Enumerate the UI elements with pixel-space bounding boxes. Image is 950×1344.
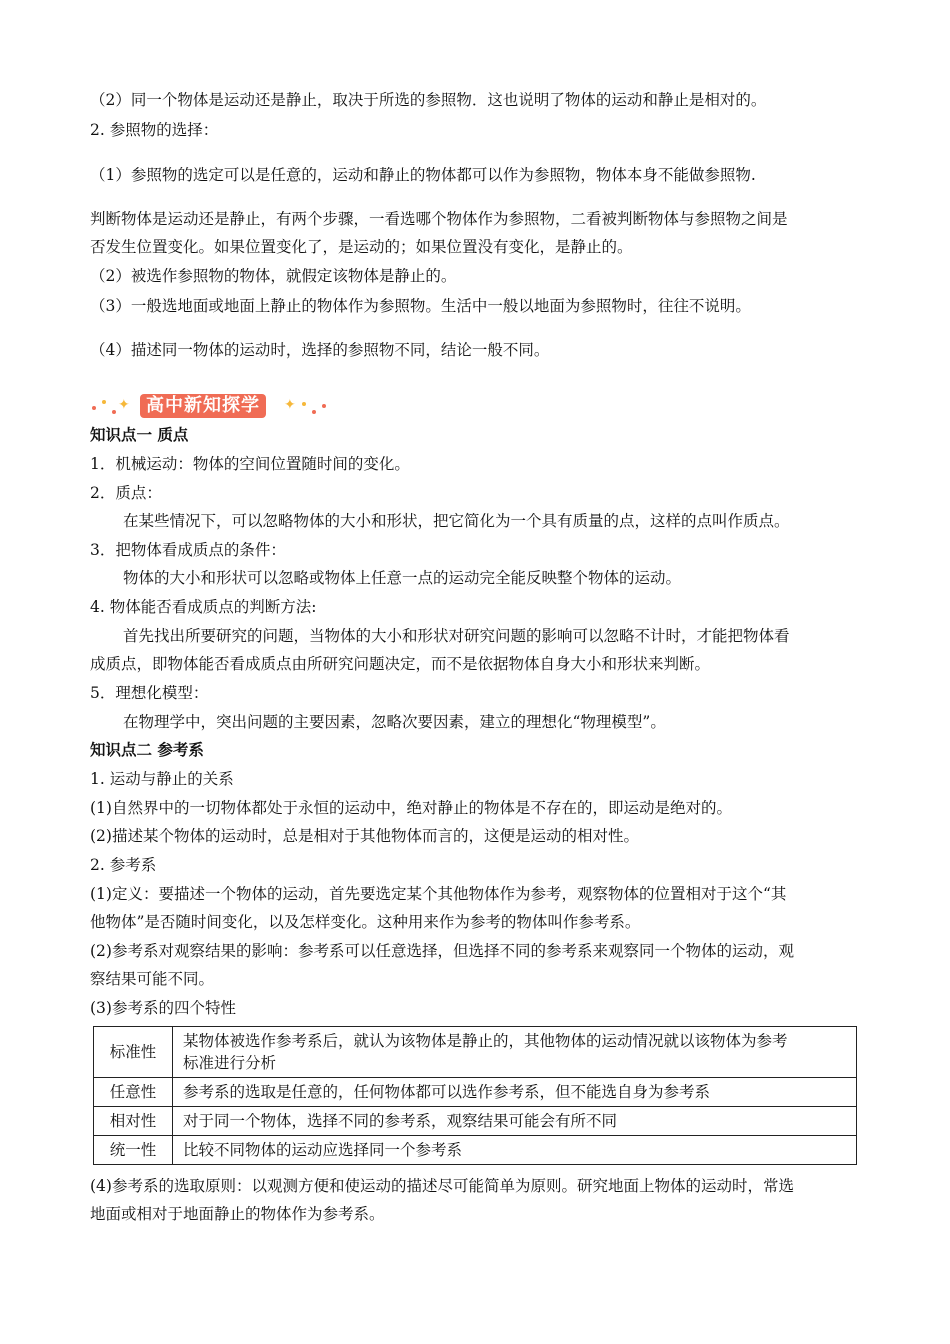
text-line: 4. 物体能否看成质点的判断方法: — [90, 598, 317, 616]
text-line: 5．理想化模型： — [90, 684, 209, 702]
section-heading: 知识点二 参考系 — [90, 741, 204, 759]
star-icon: ✦ — [284, 397, 296, 413]
table-row — [94, 1107, 857, 1136]
section-heading: 知识点一 质点 — [90, 426, 189, 444]
decor-dot — [112, 410, 116, 414]
section-banner — [88, 392, 328, 422]
text-line: （3）一般选地面或地面上静止的物体作为参照物。生活中一般以地面为参照物时，往往不说明。 — [90, 297, 751, 315]
text-line: 2. 参照物的选择： — [90, 121, 219, 139]
text-line: 2．质点： — [90, 484, 162, 502]
table-value-line: 标准进行分析 — [183, 1054, 277, 1072]
text-line: 1. 运动与静止的关系 — [90, 770, 234, 788]
table-row — [94, 1136, 857, 1165]
text-line: 他物体”是否随时间变化，以及怎样变化。这种用来作为参考的物体叫作参考系。 — [90, 913, 641, 931]
table-value-line: 某物体被选作参考系后，就认为该物体是静止的，其他物体的运动情况就以该物体为参考 — [183, 1032, 788, 1050]
text-line: 3．把物体看成质点的条件： — [90, 541, 286, 559]
table-key: 相对性 — [94, 1107, 173, 1136]
text-line: 否发生位置变化。如果位置变化了，是运动的；如果位置没有变化，是静止的。 — [90, 238, 633, 256]
text-line: 地面或相对于地面静止的物体作为参考系。 — [90, 1205, 385, 1223]
text-line: 在某些情况下，可以忽略物体的大小和形状，把它简化为一个具有质量的点，这样的点叫作质点。 — [123, 512, 790, 530]
text-line: 物体的大小和形状可以忽略或物体上任意一点的运动完全能反映整个物体的运动。 — [123, 569, 682, 587]
text-line: (4)参考系的选取原则：以观测方便和使运动的描述尽可能简单为原则。研究地面上物体的运动时，常选 — [90, 1177, 794, 1195]
star-icon: ✦ — [118, 397, 130, 413]
text-line: 2. 参考系 — [90, 856, 157, 874]
decor-dot — [92, 406, 96, 410]
text-line: (2)描述某个物体的运动时，总是相对于其他物体而言的，这便是运动的相对性。 — [90, 827, 639, 845]
text-line: 首先找出所要研究的问题，当物体的大小和形状对研究问题的影响可以忽略不计时，才能把物体看 — [123, 627, 790, 645]
text-line: （2）被选作参照物的物体，就假定该物体是静止的。 — [90, 267, 457, 285]
table-value: 对于同一个物体，选择不同的参考系，观察结果可能会有所不同 — [173, 1107, 857, 1136]
text-line: 察结果可能不同。 — [90, 970, 215, 988]
table-value — [173, 1027, 857, 1078]
text-line: (1)定义：要描述一个物体的运动，首先要选定某个其他物体作为参考，观察物体的位置相对于这个“其 — [90, 885, 787, 903]
text-line: (3)参考系的四个特性 — [90, 999, 236, 1017]
decor-dot — [302, 402, 306, 406]
text-line: 在物理学中，突出问题的主要因素，忽略次要因素，建立的理想化“物理模型”。 — [123, 713, 666, 731]
table-key: 标准性 — [94, 1027, 173, 1078]
text-line: 判断物体是运动还是静止，有两个步骤，一看选哪个物体作为参照物，二看被判断物体与参照物之间是 — [90, 210, 788, 228]
text-line: 1．机械运动：物体的空间位置随时间的变化。 — [90, 455, 410, 473]
text-line: (1)自然界中的一切物体都处于永恒的运动中，绝对静止的物体是不存在的，即运动是绝对的。 — [90, 799, 732, 817]
banner-title: 高中新知探学 — [140, 394, 266, 418]
text-line: (2)参考系对观察结果的影响：参考系可以任意选择，但选择不同的参考系来观察同一个物体的运动，观 — [90, 942, 794, 960]
text-line: 成质点，即物体能否看成质点由所研究问题决定，而不是依据物体自身大小和形状来判断。 — [90, 655, 711, 673]
table-value: 参考系的选取是任意的，任何物体都可以选作参考系，但不能选自身为参考系 — [173, 1078, 857, 1107]
table-key: 任意性 — [94, 1078, 173, 1107]
table-row — [94, 1078, 857, 1107]
table-value: 比较不同物体的运动应选择同一个参考系 — [173, 1136, 857, 1165]
decor-dot — [312, 410, 316, 414]
table-key: 统一性 — [94, 1136, 173, 1165]
decor-dot — [322, 404, 326, 408]
table-row — [94, 1027, 857, 1078]
decor-dot — [102, 400, 106, 404]
text-line: （2）同一个物体是运动还是静止，取决于所选的参照物．这也说明了物体的运动和静止是相对的。 — [90, 91, 767, 109]
properties-table — [93, 1026, 857, 1165]
text-line: （4）描述同一物体的运动时，选择的参照物不同，结论一般不同。 — [90, 341, 550, 359]
text-line: （1）参照物的选定可以是任意的，运动和静止的物体都可以作为参照物，物体本身不能做参照物. — [90, 166, 756, 184]
